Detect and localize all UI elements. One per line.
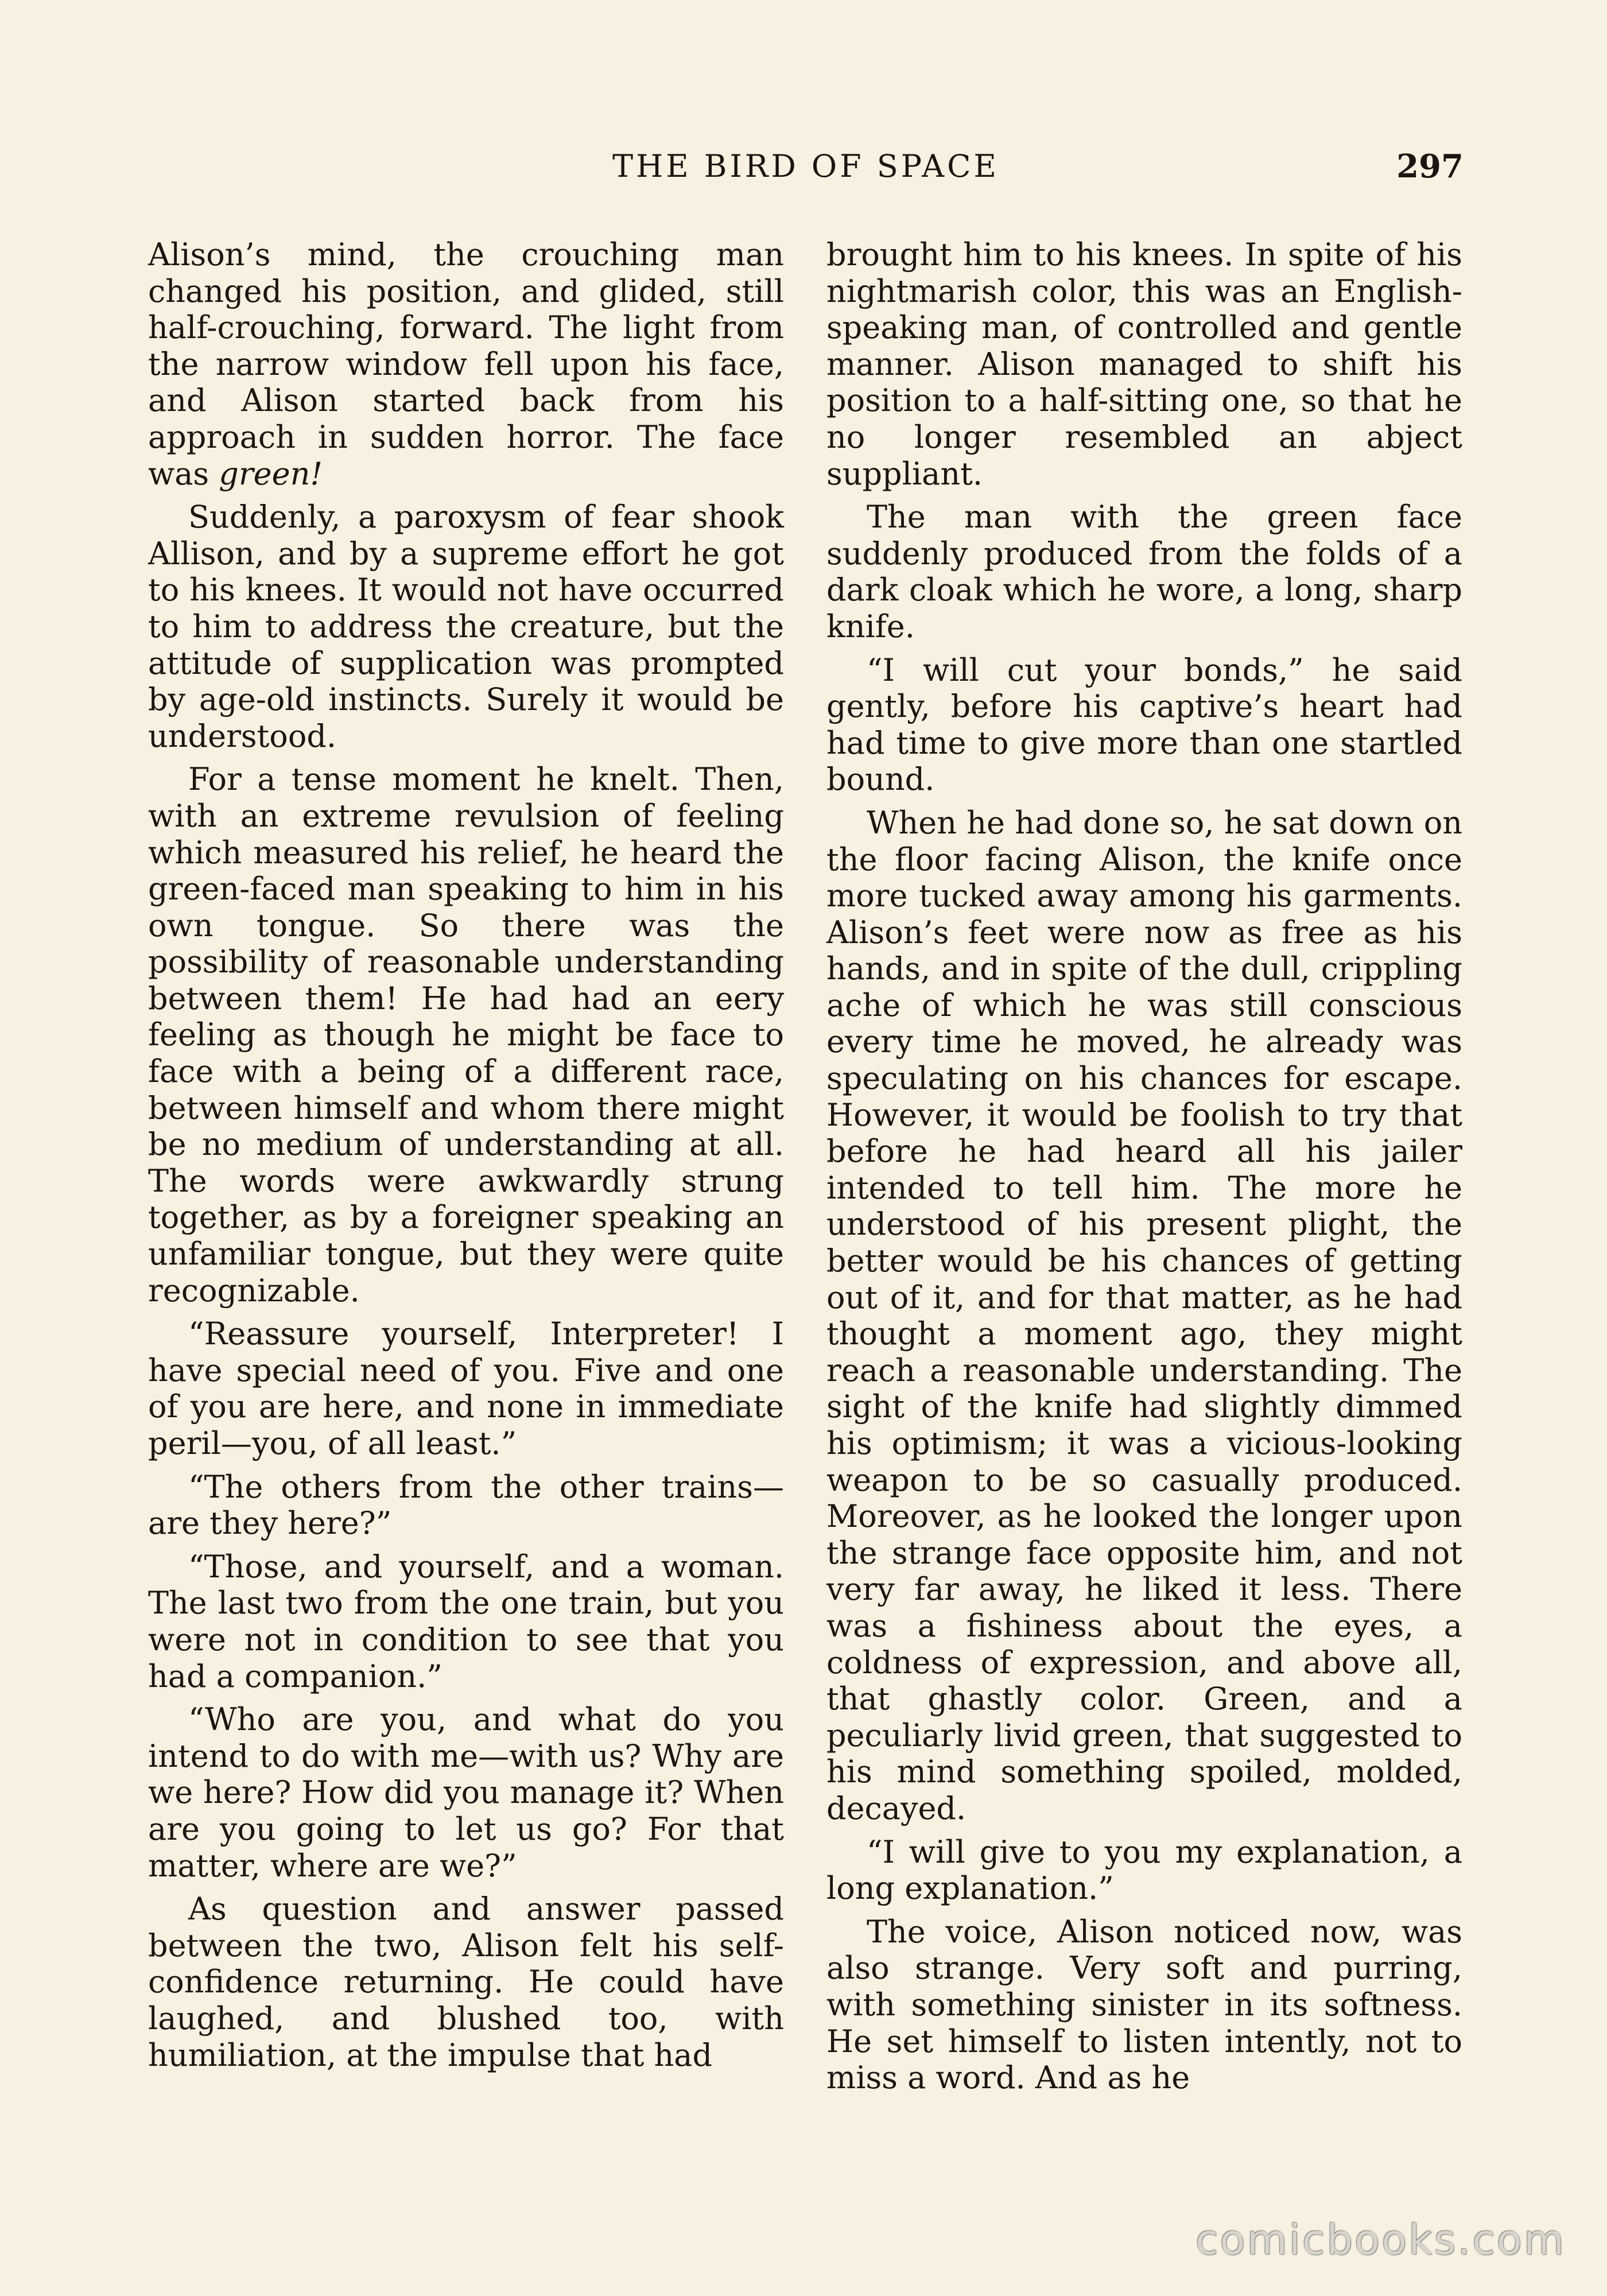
paragraph: “Who are you, and what do you intend to do with me—with us? Why are we here? How did you manage it? When are you going to let us go? For that matter, where are we?” xyxy=(148,1701,784,1884)
watermark-logo: comicbooks.com xyxy=(1195,2216,1566,2264)
paragraph: Alison’s mind, the crouching man changed his position, and glided, still half-crouching, forward. The light from the narrow window fell upon his face, and Alison started back from his approach in sudden horror. The face was green! xyxy=(148,236,784,492)
paragraph: Suddenly, a paroxysm of fear shook Allison, and by a supreme effort he got to his knees. It would not have occurred to him to address the creature, but the attitude of supplication was prompted by age-old instincts. Surely it would be understood. xyxy=(148,499,784,754)
paragraph: The man with the green face suddenly produced from the folds of a dark cloak which he wore, a long, sharp knife. xyxy=(826,499,1462,645)
paragraph: The voice, Alison noticed now, was also strange. Very soft and purring, with something sinister in its softness. He set himself to listen intently, not to miss a word. And as he xyxy=(826,1913,1462,2096)
emphasis: green! xyxy=(219,455,323,492)
left-column xyxy=(148,236,784,2080)
paragraph: For a tense moment he knelt. Then, with an extreme revulsion of feeling which measured his relief, he heard the green-faced man speaking to him in his own tongue. So there was the possibility of reasonable understanding between them! He had had an eery feeling as though he might be face to face with a being of a different race, between himself and whom there might be no medium of understanding at all. The words were awkwardly strung together, as by a foreigner speaking an unfamiliar tongue, but they were quite recognizable. xyxy=(148,761,784,1309)
running-head: THE BIRD OF SPACE xyxy=(612,148,999,184)
paragraph: As question and answer passed between the two, Alison felt his self-confidence returning. He could have laughed, and blushed too, with humiliation, at the impulse that had xyxy=(148,1891,784,2073)
paragraph: brought him to his knees. In spite of his nightmarish color, this was an English-speaking man, of controlled and gentle manner. Alison managed to shift his position to a half-sitting one, so that he no longer resembled an abject suppliant. xyxy=(826,236,1462,492)
paragraph: When he had done so, he sat down on the floor facing Alison, the knife once more tucked away among his garments. Alison’s feet were now as free as his hands, and in spite of the dull, crippling ache of which he was still conscious every time he moved, he already was speculating on his chances for escape. However, it would be foolish to try that before he had heard all his jailer intended to tell him. The more he understood of his present plight, the better would be his chances of getting out of it, and for that matter, as he had thought a moment ago, they might reach a reasonable understanding. The sight of the knife had slightly dimmed his optimism; it was a vicious-looking weapon to be so casually produced. Moreover, as he looked the longer upon the strange face opposite him, and not very far away, he liked it less. There was a fishiness about the eyes, a coldness of expression, and above all, that ghastly color. Green, and a peculiarly livid green, that suggested to his mind something spoiled, molded, decayed. xyxy=(826,804,1462,1826)
page-header xyxy=(148,144,1464,189)
paragraph: “The others from the other trains—are they here?” xyxy=(148,1468,784,1542)
paragraph: “I will cut your bonds,” he said gently, before his captive’s heart had had time to give more than one startled bound. xyxy=(826,651,1462,798)
paragraph: “I will give to you my explanation, a long explanation.” xyxy=(826,1833,1462,1907)
paragraph: “Reassure yourself, Interpreter! I have special need of you. Five and one of you are here, and none in immediate peril—you, of all least.” xyxy=(148,1316,784,1461)
paragraph: “Those, and yourself, and a woman. The last two from the one train, but you were not in condition to see that you had a companion.” xyxy=(148,1548,784,1694)
right-column xyxy=(826,236,1462,2103)
page-number: 297 xyxy=(1396,148,1464,185)
